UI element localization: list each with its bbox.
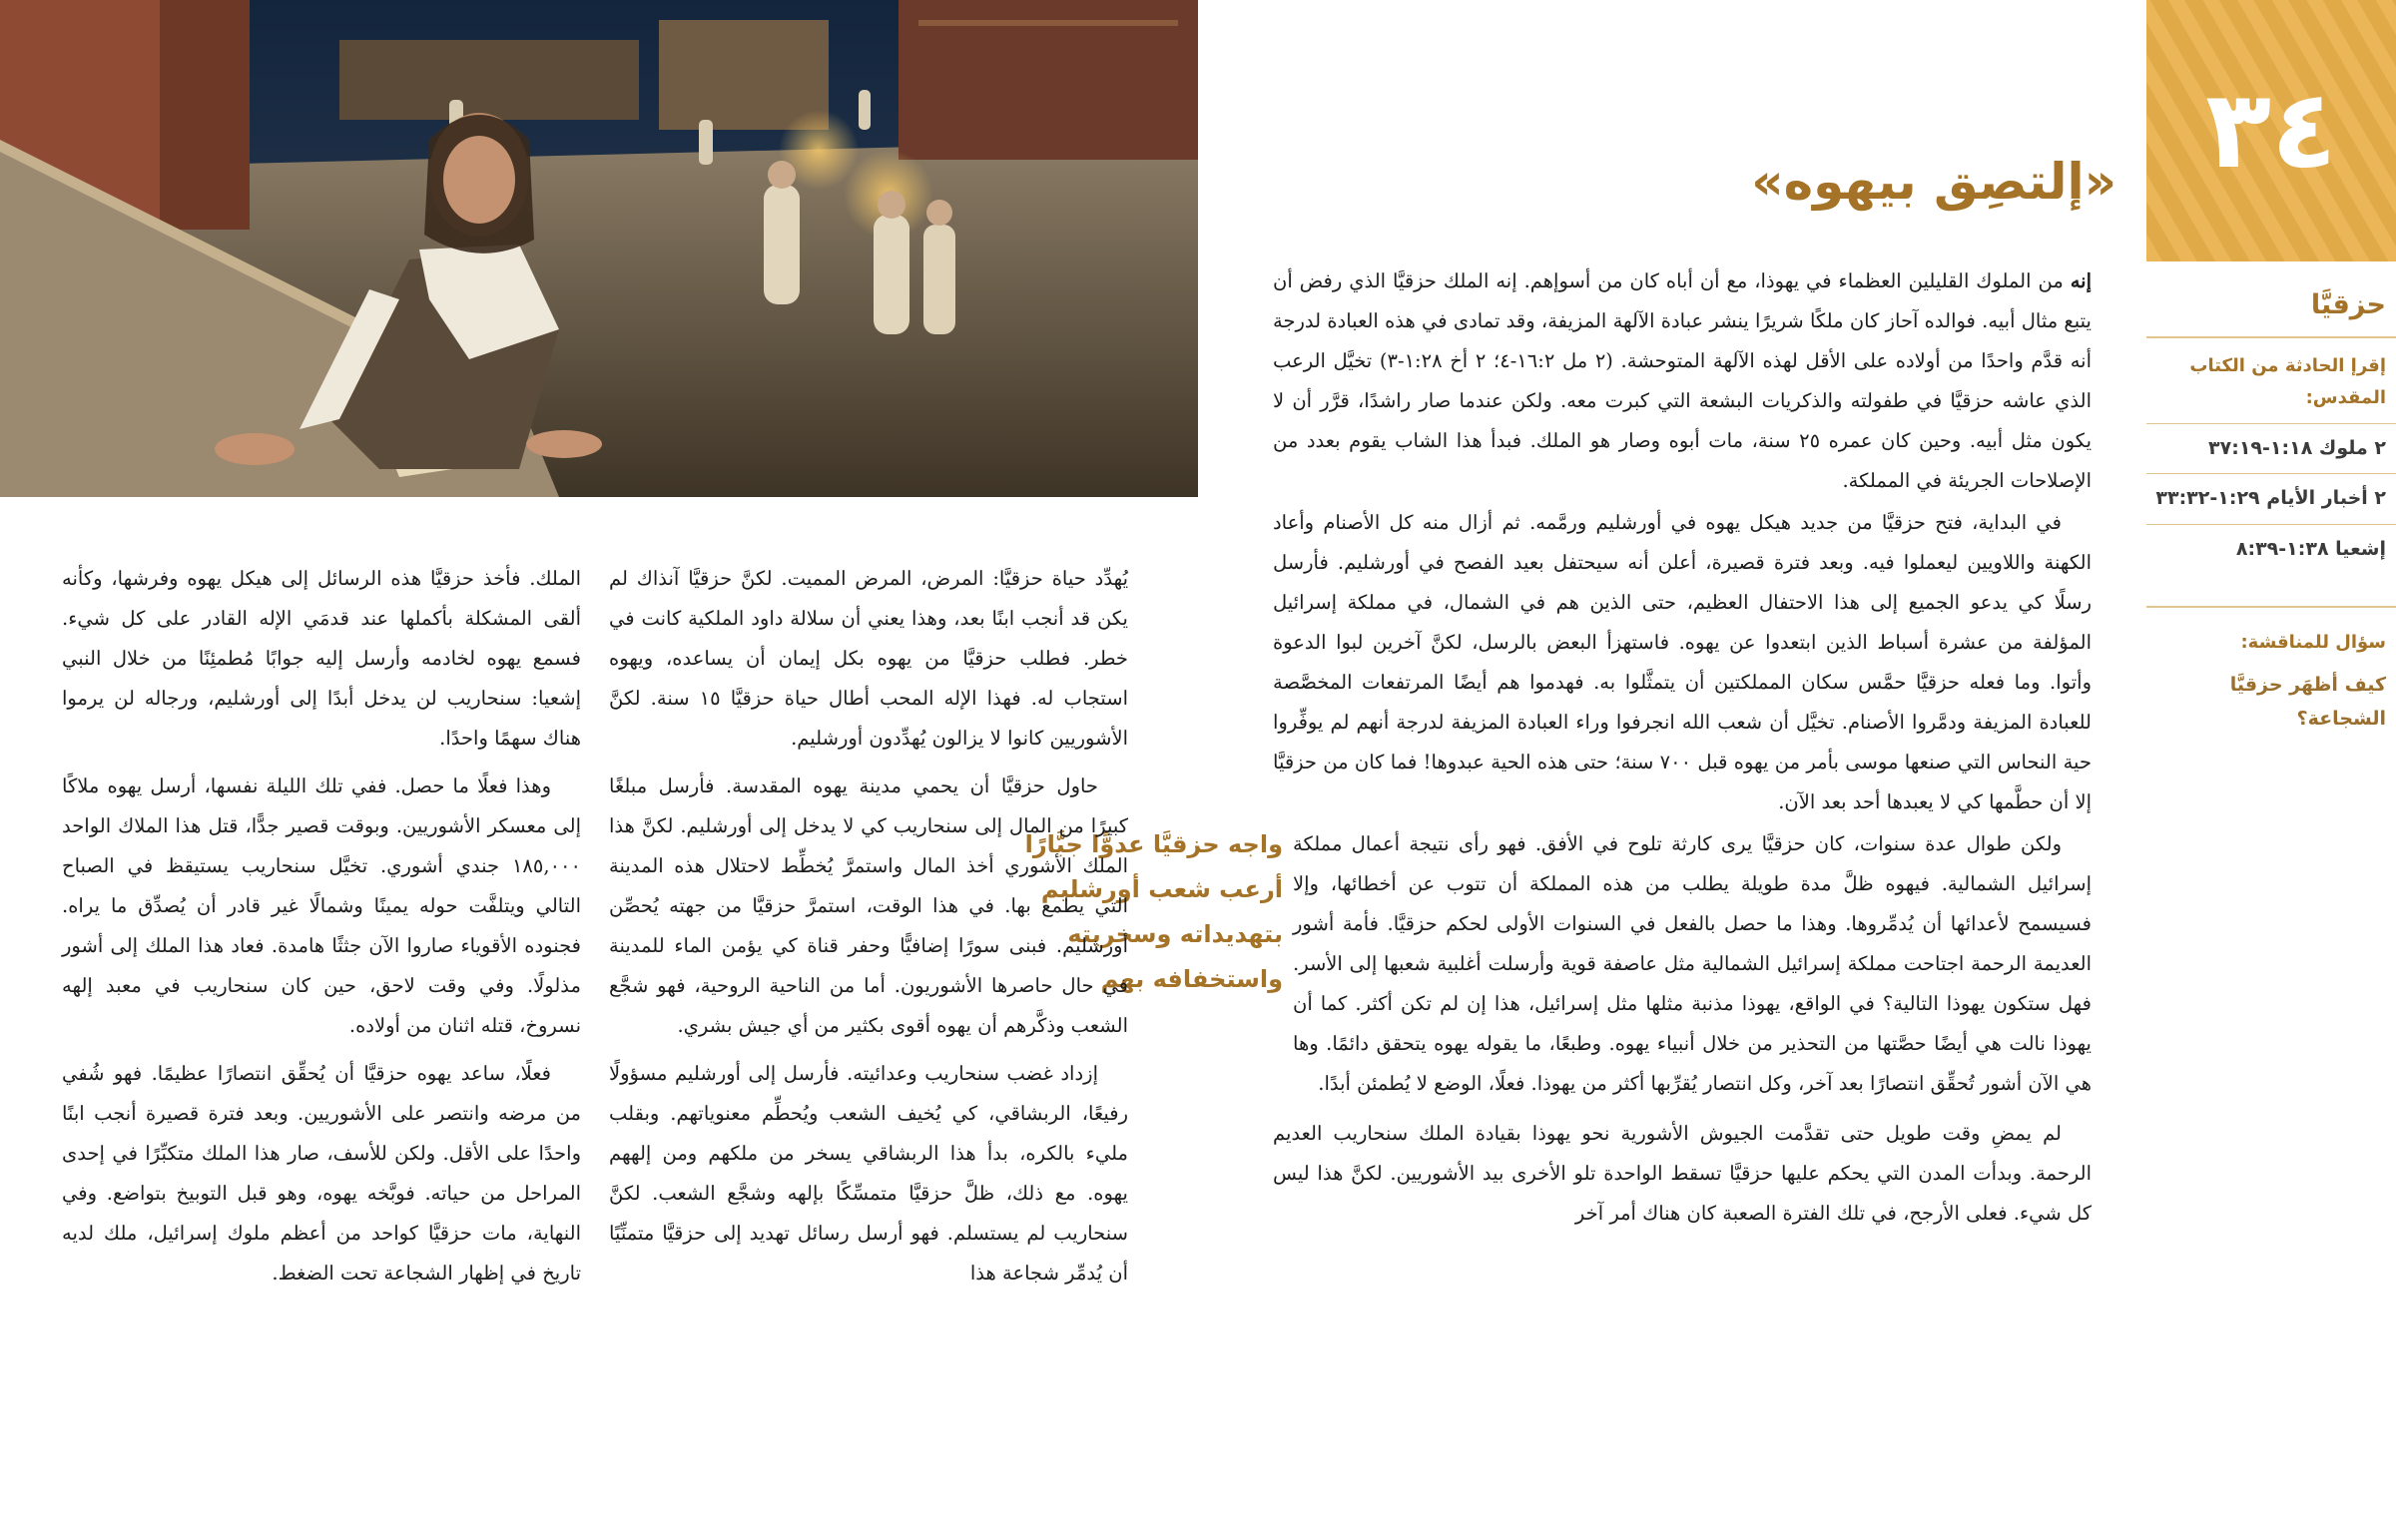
paragraph: في البداية، فتح حزقيَّا من جديد هيكل يهوه في أورشليم ورمَّمه. ثم أزال منه كل الأصنام وأعاد الكهنة واللاويين ليعملوا فيه. وبعد فترة قصيرة، أعلن أنه سيحتفل بعيد الفصح في أورشليم. فأرسل رسلًا كي يدعو الجميع إلى هذا الاحتفال العظيم، حتى الذين هم في الشمال، في مملكة إسرائيل المؤلفة من عشرة أسباط الذين ابتعدوا عن يهوه. فاستهزأ البعض بالرسل، لكنَّ آخرين لبوا الدعوة وأتوا. وما فعله حزقيَّا حمَّس سكان المملكتين أن يتمثَّلوا به. فهدموا هم أيضًا المرتفعات المخصَّصة للعبادة المزيفة ودمَّروا الأصنام. تخيَّل أن شعب الله انجرفوا وراء العبادة المزيفة لدرجة أنهم لم يوفِّروا حية النحاس التي صنعها موسى بأمر من يهوه قبل ٧٠٠ سنة؛ حتى هذه الحية عبدوها! فما كان من حزقيَّا إلا أن حطَّمها كي لا يعبدها أحد بعد الآن. [1273,511,2092,813]
chapter-sidebar [2146,277,2396,736]
paragraph-text: من الملوك القليلين العظماء في يهوذا، مع أن أباه كان من أسوإهم. إنه الملك حزقيَّا الذي رفض أن يتبع مثال أبيه. فوالده آحاز كان ملكًا شريرًا ينشر عبادة الآلهة المزيفة، وقد تمادى في هذه العبادة لدرجة أنه قدَّم واحدًا من أولاده على الأقل لهذه الآلهة المتوحشة. (٢ مل ١٦:٢-٤؛ ٢ أخ ١:٢٨-٣) تخيَّل الرعب الذي عاشه حزقيَّا في طفولته والذكريات البشعة التي كبرت معه. ولكن عندما صار راشدًا، قرَّر أن لا يكون مثل أبيه. وحين كان عمره ٢٥ سنة، مات أبوه وصار هو الملك. فبدأ هذا الشاب يقوم بعدد من الإصلاحات الجريئة في المملكة. [1273,269,2092,492]
paragraph: يُهدِّد حياة حزقيَّا: المرض، المرض المميت. لكنَّ حزقيَّا آنذاك لم يكن قد أنجب ابنًا بعد، وهذا يعني أن سلالة داود الملكية كانت في خطر. فطلب حزقيَّا من يهوه بكل إيمان أن يساعده، ويهوه استجاب له. فهذا الإله المحب أطال حياة حزقيَّا ١٥ سنة. لكنَّ الأشوريين كانوا لا يزالون يُهدِّدون أورشليم. [609,567,1128,750]
scripture-reference: ٢ أخبار الأيام ١:٢٩-٣٣:٣٢ [2146,474,2396,524]
scripture-reference: ٢ ملوك ١:١٨-٣٧:١٩ [2146,424,2396,474]
main-text-column [1024,261,2092,1234]
paragraph: وهذا فعلًا ما حصل. ففي تلك الليلة نفسها، أرسل يهوه ملاكًا إلى معسكر الأشوريين. وبوقت قصير جدًّا، قتل هذا الملاك الواحد ١٨٥,٠٠٠ جندي أشوري. تخيَّل سنحاريب يستيقظ في الصباح التالي ويتلفَّت حوله يمينًا وشمالًا غير قادر أن يُصدِّق ما يراه. فجنوده الأقوياء صاروا الآن جثثًا هامدة. فعاد هذا الملك إلى أشور مذلولًا. وفي وقت لاحق، حين كان سنحاريب في معبد إلهه نسروخ، قتله اثنان من أولاده. [62,774,581,1037]
pull-quote: واجه حزقيَّا عدوًّا جبَّارًا أرعب شعب أورشليم بتهديداته وسخريته واستخفافه بهم [1024,830,1283,993]
hezekiah-praying-painting [0,0,1198,497]
chapter-number: ٣٤ [2205,68,2337,193]
sidebar-character-name: حزقيَّا [2146,277,2396,338]
text-column-right [609,559,1128,1301]
paragraph [1273,261,2092,501]
scripture-reference: إشعيا ١:٣٨-٨:٣٩ [2235,537,2386,560]
sidebar-read-label: إقرإ الحادثة من الكتاب المقدس: [2146,338,2396,424]
chapter-title: «إلتصِق بيهوه» [1751,153,2116,211]
paragraph: لم يمضِ وقت طويل حتى تقدَّمت الجيوش الأشورية نحو يهوذا بقيادة الملك سنحاريب العديم الرحمة. وبدأت المدن التي يحكم عليها حزقيَّا تسقط الواحدة تلو الأخرى بيد الأشوريين. لكنَّ هذا ليس كل شيء. فعلى الأرجح، في تلك الفترة الصعبة كان هناك أمر آخر [1273,1122,2092,1225]
discussion-question: كيف أظهَر حزقيَّا الشجاعة؟ [2229,674,2386,730]
paragraph: فعلًا، ساعد يهوه حزقيَّا أن يُحقِّق انتصارًا عظيمًا. فهو شُفي من مرضه وانتصر على الأشوريين. وبعد فترة قصيرة أنجب ابنًا واحدًا على الأقل. ولكن للأسف، صار هذا الملك متكبِّرًا في إحدى المراحل من حياته. فوبَّخه يهوه، وهو قبل التوبيخ بتواضع. وفي النهاية، مات حزقيَّا كواحد من أعظم ملوك إسرائيل، ملك لديه تاريخ في إظهار الشجاعة تحت الضغط. [62,1062,581,1284]
chapter-number-tab [2146,0,2396,261]
paragraph: الملك. فأخذ حزقيَّا هذه الرسائل إلى هيكل يهوه وفرشها، وكأنه ألقى المشكلة بأكملها عند قدمَي الإله القادر على كل شيء. فسمع يهوه لخادمه وأرسل إليه جوابًا مُطمئِنًا من خلال النبي إشعيا: سنحاريب لن يدخل أبدًا إلى أورشليم، ورجاله لن يرموا هناك سهمًا واحدًا. [62,567,581,750]
lead-word: إنه [2070,269,2092,292]
discussion-question-label: سؤال للمناقشة: [2146,606,2396,663]
illustration [0,0,1198,497]
paragraph: ولكن طوال عدة سنوات، كان حزقيَّا يرى كارثة تلوح في الأفق. فهو رأى نتيجة أعمال مملكة إسرائيل الشمالية. فيهوه ظلَّ مدة طويلة يطلب من هذه المملكة أن تتوب عن أخطائها، وإلا فسيسمح لأعدائها أن يُدمِّروها. وهذا ما حصل بالفعل في السنوات الأولى لحكم حزقيَّا. فأمة أشور العديمة الرحمة اجتاحت مملكة إسرائيل الشمالية مثل عاصفة قوية وأرسلت أغلبية شعبها إلى الأسر. فهل ستكون يهوذا التالية؟ في الواقع، يهوذا مذنبة مثلها مثل إسرائيل، هذا إن لم تكن أكثر. كما أن يهوذا نالت هي أيضًا حصَّتها من التحذير من خلال أنبياء يهوه. وطبعًا، ما يقوله يهوه يتحقق دائمًا. وها هي الآن أشور تُحقِّق انتصارًا بعد آخر، وكل انتصار يُقرِّبها أكثر من يهوذا. فعلًا، الوضع لا يُطمئن أبدًا. [1293,832,2092,1095]
text-column-left [62,559,581,1301]
paragraph: إزداد غضب سنحاريب وعدائيته. فأرسل إلى أورشليم مسؤولًا رفيعًا، الربشاقي، كي يُخيف الشعب ويُحطِّم معنوياتهم. وبقلب مليء بالكره، بدأ هذا الربشاقي يسخر من ملكهم ومن إلههم يهوه. مع ذلك، ظلَّ حزقيَّا متمسِّكًا بإلهه وشجَّع الشعب. لكنَّ سنحاريب لم يستسلم. فهو أرسل رسائل تهديد إلى حزقيَّا متمنِّيًا أن يُدمِّر شجاعة هذا [609,1062,1128,1284]
paragraph: حاول حزقيَّا أن يحمي مدينة يهوه المقدسة. فأرسل مبلغًا كبيرًا من المال إلى سنحاريب كي لا يدخل إلى أورشليم. لكنَّ هذا الملك الأشوري أخذ المال واستمرَّ يُخطِّط لاحتلال هذه المدينة التي يطمع بها. في هذا الوقت، استمرَّ حزقيَّا من جهته يُحصِّن أورشليم. فبنى سورًا إضافيًّا وحفر قناة كي يؤمن الماء للمدينة في حال حاصرها الأشوريون. أما من الناحية الروحية، فهو شجَّع الشعب وذكَّرهم أن يهوه أقوى بكثير من أي جيش بشري. [609,774,1129,1037]
